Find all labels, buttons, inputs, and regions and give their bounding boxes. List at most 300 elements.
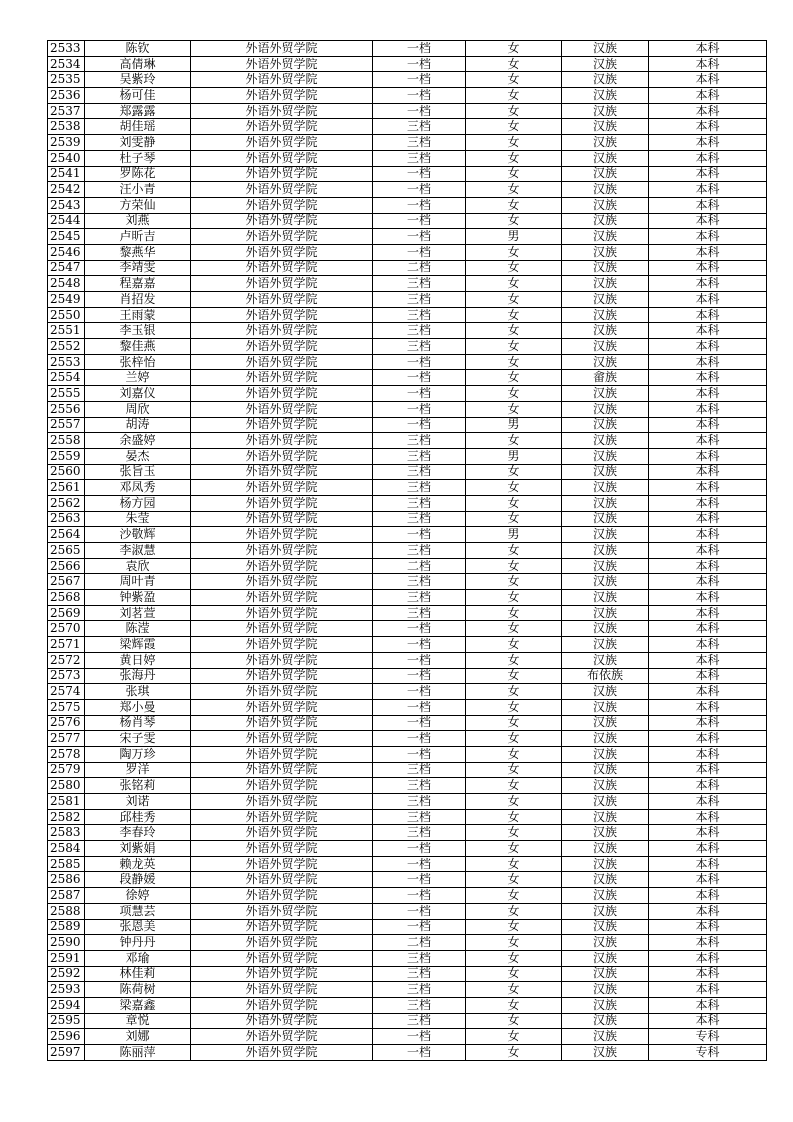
college-cell: 外语外贸学院 (191, 370, 373, 386)
ethnicity-cell: 汉族 (562, 135, 649, 151)
grade-tier-cell: 三档 (373, 292, 466, 308)
ethnicity-cell: 汉族 (562, 621, 649, 637)
ethnicity-cell: 汉族 (562, 354, 649, 370)
grade-tier-cell: 三档 (373, 464, 466, 480)
table-row (48, 339, 767, 355)
row-number-cell: 2576 (48, 715, 85, 731)
student-name-cell: 张旨玉 (85, 464, 191, 480)
table-row (48, 292, 767, 308)
college-cell: 外语外贸学院 (191, 888, 373, 904)
degree-level-cell: 本科 (649, 903, 767, 919)
row-number-cell: 2590 (48, 935, 85, 951)
row-number-cell: 2548 (48, 276, 85, 292)
grade-tier-cell: 一档 (373, 354, 466, 370)
grade-tier-cell: 三档 (373, 778, 466, 794)
degree-level-cell: 本科 (649, 370, 767, 386)
college-cell: 外语外贸学院 (191, 323, 373, 339)
row-number-cell: 2591 (48, 950, 85, 966)
degree-level-cell: 本科 (649, 354, 767, 370)
gender-cell: 女 (466, 888, 562, 904)
gender-cell: 女 (466, 260, 562, 276)
gender-cell: 女 (466, 903, 562, 919)
row-number-cell: 2589 (48, 919, 85, 935)
row-number-cell: 2549 (48, 292, 85, 308)
ethnicity-cell: 汉族 (562, 464, 649, 480)
grade-tier-cell: 一档 (373, 715, 466, 731)
student-name-cell: 朱莹 (85, 511, 191, 527)
gender-cell: 女 (466, 621, 562, 637)
degree-level-cell: 本科 (649, 888, 767, 904)
row-number-cell: 2550 (48, 307, 85, 323)
gender-cell: 女 (466, 480, 562, 496)
college-cell: 外语外贸学院 (191, 56, 373, 72)
gender-cell: 女 (466, 997, 562, 1013)
ethnicity-cell: 汉族 (562, 386, 649, 402)
row-number-cell: 2544 (48, 213, 85, 229)
grade-tier-cell: 二档 (373, 935, 466, 951)
ethnicity-cell: 汉族 (562, 809, 649, 825)
student-name-cell: 王雨蒙 (85, 307, 191, 323)
table-row (48, 699, 767, 715)
student-name-cell: 陈荷树 (85, 982, 191, 998)
table-row (48, 809, 767, 825)
degree-level-cell: 本科 (649, 260, 767, 276)
degree-level-cell: 本科 (649, 558, 767, 574)
grade-tier-cell: 一档 (373, 213, 466, 229)
degree-level-cell: 本科 (649, 935, 767, 951)
ethnicity-cell: 汉族 (562, 150, 649, 166)
student-name-cell: 刘雯静 (85, 135, 191, 151)
student-name-cell: 刘嘉仪 (85, 386, 191, 402)
degree-level-cell: 本科 (649, 401, 767, 417)
gender-cell: 女 (466, 464, 562, 480)
ethnicity-cell: 汉族 (562, 292, 649, 308)
college-cell: 外语外贸学院 (191, 135, 373, 151)
grade-tier-cell: 一档 (373, 919, 466, 935)
table-row (48, 825, 767, 841)
row-number-cell: 2541 (48, 166, 85, 182)
college-cell: 外语外贸学院 (191, 558, 373, 574)
table-row (48, 103, 767, 119)
student-name-cell: 梁嘉鑫 (85, 997, 191, 1013)
ethnicity-cell: 汉族 (562, 652, 649, 668)
grade-tier-cell: 一档 (373, 182, 466, 198)
ethnicity-cell: 汉族 (562, 103, 649, 119)
ethnicity-cell: 布依族 (562, 668, 649, 684)
gender-cell: 女 (466, 652, 562, 668)
student-name-cell: 项慧芸 (85, 903, 191, 919)
college-cell: 外语外贸学院 (191, 684, 373, 700)
student-name-cell: 黎佳燕 (85, 339, 191, 355)
gender-cell: 男 (466, 448, 562, 464)
student-name-cell: 赖龙英 (85, 856, 191, 872)
row-number-cell: 2592 (48, 966, 85, 982)
grade-tier-cell: 一档 (373, 166, 466, 182)
gender-cell: 女 (466, 794, 562, 810)
student-name-cell: 张梓怡 (85, 354, 191, 370)
row-number-cell: 2570 (48, 621, 85, 637)
table-row (48, 574, 767, 590)
table-row (48, 244, 767, 260)
ethnicity-cell: 汉族 (562, 778, 649, 794)
ethnicity-cell: 汉族 (562, 166, 649, 182)
table-row (48, 605, 767, 621)
gender-cell: 女 (466, 433, 562, 449)
row-number-cell: 2557 (48, 417, 85, 433)
grade-tier-cell: 三档 (373, 950, 466, 966)
degree-level-cell: 本科 (649, 244, 767, 260)
degree-level-cell: 本科 (649, 997, 767, 1013)
grade-tier-cell: 二档 (373, 558, 466, 574)
gender-cell: 女 (466, 354, 562, 370)
grade-tier-cell: 三档 (373, 605, 466, 621)
student-name-cell: 汪小青 (85, 182, 191, 198)
student-name-cell: 宋子雯 (85, 731, 191, 747)
ethnicity-cell: 汉族 (562, 323, 649, 339)
college-cell: 外语外贸学院 (191, 276, 373, 292)
college-cell: 外语外贸学院 (191, 903, 373, 919)
student-name-cell: 李淑慧 (85, 543, 191, 559)
college-cell: 外语外贸学院 (191, 307, 373, 323)
ethnicity-cell: 汉族 (562, 903, 649, 919)
gender-cell: 女 (466, 1045, 562, 1061)
gender-cell: 女 (466, 715, 562, 731)
gender-cell: 女 (466, 401, 562, 417)
college-cell: 外语外贸学院 (191, 1029, 373, 1045)
table-row (48, 1013, 767, 1029)
grade-tier-cell: 一档 (373, 637, 466, 653)
ethnicity-cell: 畲族 (562, 370, 649, 386)
table-row (48, 1045, 767, 1061)
student-name-cell: 刘娜 (85, 1029, 191, 1045)
grade-tier-cell: 二档 (373, 260, 466, 276)
grade-tier-cell: 三档 (373, 480, 466, 496)
degree-level-cell: 本科 (649, 88, 767, 104)
gender-cell: 女 (466, 668, 562, 684)
row-number-cell: 2567 (48, 574, 85, 590)
gender-cell: 女 (466, 841, 562, 857)
table-row (48, 464, 767, 480)
college-cell: 外语外贸学院 (191, 72, 373, 88)
degree-level-cell: 本科 (649, 276, 767, 292)
gender-cell: 女 (466, 41, 562, 57)
degree-level-cell: 专科 (649, 1029, 767, 1045)
row-number-cell: 2539 (48, 135, 85, 151)
grade-tier-cell: 三档 (373, 276, 466, 292)
table-row (48, 197, 767, 213)
grade-tier-cell: 一档 (373, 527, 466, 543)
college-cell: 外语外贸学院 (191, 950, 373, 966)
degree-level-cell: 本科 (649, 527, 767, 543)
college-cell: 外语外贸学院 (191, 762, 373, 778)
gender-cell: 女 (466, 182, 562, 198)
ethnicity-cell: 汉族 (562, 872, 649, 888)
college-cell: 外语外贸学院 (191, 794, 373, 810)
student-name-cell: 刘茗萱 (85, 605, 191, 621)
college-cell: 外语外贸学院 (191, 809, 373, 825)
table-row (48, 778, 767, 794)
row-number-cell: 2545 (48, 229, 85, 245)
college-cell: 外语外贸学院 (191, 88, 373, 104)
college-cell: 外语外贸学院 (191, 543, 373, 559)
college-cell: 外语外贸学院 (191, 746, 373, 762)
student-name-cell: 杨可佳 (85, 88, 191, 104)
degree-level-cell: 本科 (649, 825, 767, 841)
grade-tier-cell: 三档 (373, 119, 466, 135)
ethnicity-cell: 汉族 (562, 950, 649, 966)
grade-tier-cell: 一档 (373, 621, 466, 637)
college-cell: 外语外贸学院 (191, 590, 373, 606)
college-cell: 外语外贸学院 (191, 527, 373, 543)
college-cell: 外语外贸学院 (191, 856, 373, 872)
college-cell: 外语外贸学院 (191, 652, 373, 668)
college-cell: 外语外贸学院 (191, 574, 373, 590)
grade-tier-cell: 三档 (373, 543, 466, 559)
student-name-cell: 方荣仙 (85, 197, 191, 213)
gender-cell: 女 (466, 150, 562, 166)
ethnicity-cell: 汉族 (562, 746, 649, 762)
row-number-cell: 2542 (48, 182, 85, 198)
grade-tier-cell: 一档 (373, 652, 466, 668)
gender-cell: 女 (466, 966, 562, 982)
table-row (48, 417, 767, 433)
college-cell: 外语外贸学院 (191, 731, 373, 747)
row-number-cell: 2564 (48, 527, 85, 543)
grade-tier-cell: 一档 (373, 229, 466, 245)
grade-tier-cell: 三档 (373, 511, 466, 527)
row-number-cell: 2556 (48, 401, 85, 417)
grade-tier-cell: 三档 (373, 825, 466, 841)
ethnicity-cell: 汉族 (562, 401, 649, 417)
table-row (48, 966, 767, 982)
row-number-cell: 2547 (48, 260, 85, 276)
student-name-cell: 邱桂秀 (85, 809, 191, 825)
row-number-cell: 2596 (48, 1029, 85, 1045)
student-name-cell: 晏杰 (85, 448, 191, 464)
degree-level-cell: 专科 (649, 1045, 767, 1061)
gender-cell: 女 (466, 919, 562, 935)
degree-level-cell: 本科 (649, 292, 767, 308)
degree-level-cell: 本科 (649, 762, 767, 778)
student-name-cell: 李玉银 (85, 323, 191, 339)
gender-cell: 女 (466, 543, 562, 559)
table-row (48, 762, 767, 778)
college-cell: 外语外贸学院 (191, 197, 373, 213)
ethnicity-cell: 汉族 (562, 841, 649, 857)
ethnicity-cell: 汉族 (562, 888, 649, 904)
degree-level-cell: 本科 (649, 809, 767, 825)
grade-tier-cell: 三档 (373, 448, 466, 464)
gender-cell: 男 (466, 527, 562, 543)
degree-level-cell: 本科 (649, 794, 767, 810)
student-name-cell: 郑露露 (85, 103, 191, 119)
gender-cell: 男 (466, 417, 562, 433)
gender-cell: 女 (466, 982, 562, 998)
student-name-cell: 兰婷 (85, 370, 191, 386)
row-number-cell: 2569 (48, 605, 85, 621)
college-cell: 外语外贸学院 (191, 778, 373, 794)
degree-level-cell: 本科 (649, 417, 767, 433)
grade-tier-cell: 三档 (373, 762, 466, 778)
degree-level-cell: 本科 (649, 433, 767, 449)
row-number-cell: 2533 (48, 41, 85, 57)
degree-level-cell: 本科 (649, 746, 767, 762)
degree-level-cell: 本科 (649, 41, 767, 57)
degree-level-cell: 本科 (649, 715, 767, 731)
college-cell: 外语外贸学院 (191, 401, 373, 417)
row-number-cell: 2584 (48, 841, 85, 857)
student-name-cell: 卢昕吉 (85, 229, 191, 245)
ethnicity-cell: 汉族 (562, 511, 649, 527)
grade-tier-cell: 一档 (373, 244, 466, 260)
ethnicity-cell: 汉族 (562, 762, 649, 778)
gender-cell: 女 (466, 307, 562, 323)
grade-tier-cell: 一档 (373, 401, 466, 417)
row-number-cell: 2585 (48, 856, 85, 872)
gender-cell: 女 (466, 1029, 562, 1045)
table-row (48, 433, 767, 449)
row-number-cell: 2546 (48, 244, 85, 260)
degree-level-cell: 本科 (649, 684, 767, 700)
ethnicity-cell: 汉族 (562, 794, 649, 810)
grade-tier-cell: 三档 (373, 1013, 466, 1029)
degree-level-cell: 本科 (649, 135, 767, 151)
table-row (48, 41, 767, 57)
college-cell: 外语外贸学院 (191, 935, 373, 951)
gender-cell: 女 (466, 1013, 562, 1029)
row-number-cell: 2575 (48, 699, 85, 715)
grade-tier-cell: 三档 (373, 966, 466, 982)
table-row (48, 543, 767, 559)
college-cell: 外语外贸学院 (191, 825, 373, 841)
degree-level-cell: 本科 (649, 56, 767, 72)
grade-tier-cell: 一档 (373, 1045, 466, 1061)
degree-level-cell: 本科 (649, 950, 767, 966)
college-cell: 外语外贸学院 (191, 637, 373, 653)
degree-level-cell: 本科 (649, 637, 767, 653)
student-name-cell: 梁辉霞 (85, 637, 191, 653)
row-number-cell: 2558 (48, 433, 85, 449)
ethnicity-cell: 汉族 (562, 699, 649, 715)
ethnicity-cell: 汉族 (562, 433, 649, 449)
degree-level-cell: 本科 (649, 150, 767, 166)
student-name-cell: 徐婷 (85, 888, 191, 904)
degree-level-cell: 本科 (649, 386, 767, 402)
table-row (48, 166, 767, 182)
gender-cell: 女 (466, 135, 562, 151)
college-cell: 外语外贸学院 (191, 41, 373, 57)
ethnicity-cell: 汉族 (562, 935, 649, 951)
student-name-cell: 刘诺 (85, 794, 191, 810)
student-name-cell: 陈钦 (85, 41, 191, 57)
ethnicity-cell: 汉族 (562, 307, 649, 323)
college-cell: 外语外贸学院 (191, 668, 373, 684)
row-number-cell: 2572 (48, 652, 85, 668)
ethnicity-cell: 汉族 (562, 88, 649, 104)
row-number-cell: 2561 (48, 480, 85, 496)
table-row (48, 888, 767, 904)
grade-tier-cell: 一档 (373, 1029, 466, 1045)
college-cell: 外语外贸学院 (191, 433, 373, 449)
table-row (48, 950, 767, 966)
grade-tier-cell: 一档 (373, 841, 466, 857)
table-row (48, 794, 767, 810)
grade-tier-cell: 三档 (373, 433, 466, 449)
grade-tier-cell: 一档 (373, 872, 466, 888)
table-row (48, 621, 767, 637)
gender-cell: 女 (466, 72, 562, 88)
student-name-cell: 张琪 (85, 684, 191, 700)
table-row (48, 1029, 767, 1045)
degree-level-cell: 本科 (649, 966, 767, 982)
gender-cell: 女 (466, 323, 562, 339)
college-cell: 外语外贸学院 (191, 872, 373, 888)
college-cell: 外语外贸学院 (191, 448, 373, 464)
table-row (48, 856, 767, 872)
college-cell: 外语外贸学院 (191, 354, 373, 370)
college-cell: 外语外贸学院 (191, 919, 373, 935)
grade-tier-cell: 三档 (373, 307, 466, 323)
gender-cell: 女 (466, 370, 562, 386)
ethnicity-cell: 汉族 (562, 480, 649, 496)
row-number-cell: 2563 (48, 511, 85, 527)
table-row (48, 276, 767, 292)
row-number-cell: 2536 (48, 88, 85, 104)
ethnicity-cell: 汉族 (562, 197, 649, 213)
table-row (48, 182, 767, 198)
table-row (48, 72, 767, 88)
student-name-cell: 陈滢 (85, 621, 191, 637)
degree-level-cell: 本科 (649, 1013, 767, 1029)
gender-cell: 女 (466, 339, 562, 355)
college-cell: 外语外贸学院 (191, 715, 373, 731)
gender-cell: 女 (466, 213, 562, 229)
table-row (48, 558, 767, 574)
row-number-cell: 2559 (48, 448, 85, 464)
row-number-cell: 2552 (48, 339, 85, 355)
grade-tier-cell: 一档 (373, 699, 466, 715)
student-name-cell: 周叶青 (85, 574, 191, 590)
table-row (48, 872, 767, 888)
grade-tier-cell: 一档 (373, 668, 466, 684)
college-cell: 外语外贸学院 (191, 966, 373, 982)
degree-level-cell: 本科 (649, 213, 767, 229)
row-number-cell: 2571 (48, 637, 85, 653)
table-row (48, 731, 767, 747)
table-row (48, 919, 767, 935)
degree-level-cell: 本科 (649, 668, 767, 684)
table-row (48, 88, 767, 104)
student-name-cell: 邓瑜 (85, 950, 191, 966)
gender-cell: 女 (466, 574, 562, 590)
table-row (48, 527, 767, 543)
student-name-cell: 钟紫盈 (85, 590, 191, 606)
ethnicity-cell: 汉族 (562, 856, 649, 872)
grade-tier-cell: 三档 (373, 495, 466, 511)
degree-level-cell: 本科 (649, 699, 767, 715)
gender-cell: 女 (466, 935, 562, 951)
gender-cell: 女 (466, 809, 562, 825)
grade-tier-cell: 三档 (373, 982, 466, 998)
student-name-cell: 张铭莉 (85, 778, 191, 794)
row-number-cell: 2551 (48, 323, 85, 339)
gender-cell: 女 (466, 495, 562, 511)
degree-level-cell: 本科 (649, 480, 767, 496)
college-cell: 外语外贸学院 (191, 213, 373, 229)
college-cell: 外语外贸学院 (191, 119, 373, 135)
ethnicity-cell: 汉族 (562, 213, 649, 229)
degree-level-cell: 本科 (649, 543, 767, 559)
